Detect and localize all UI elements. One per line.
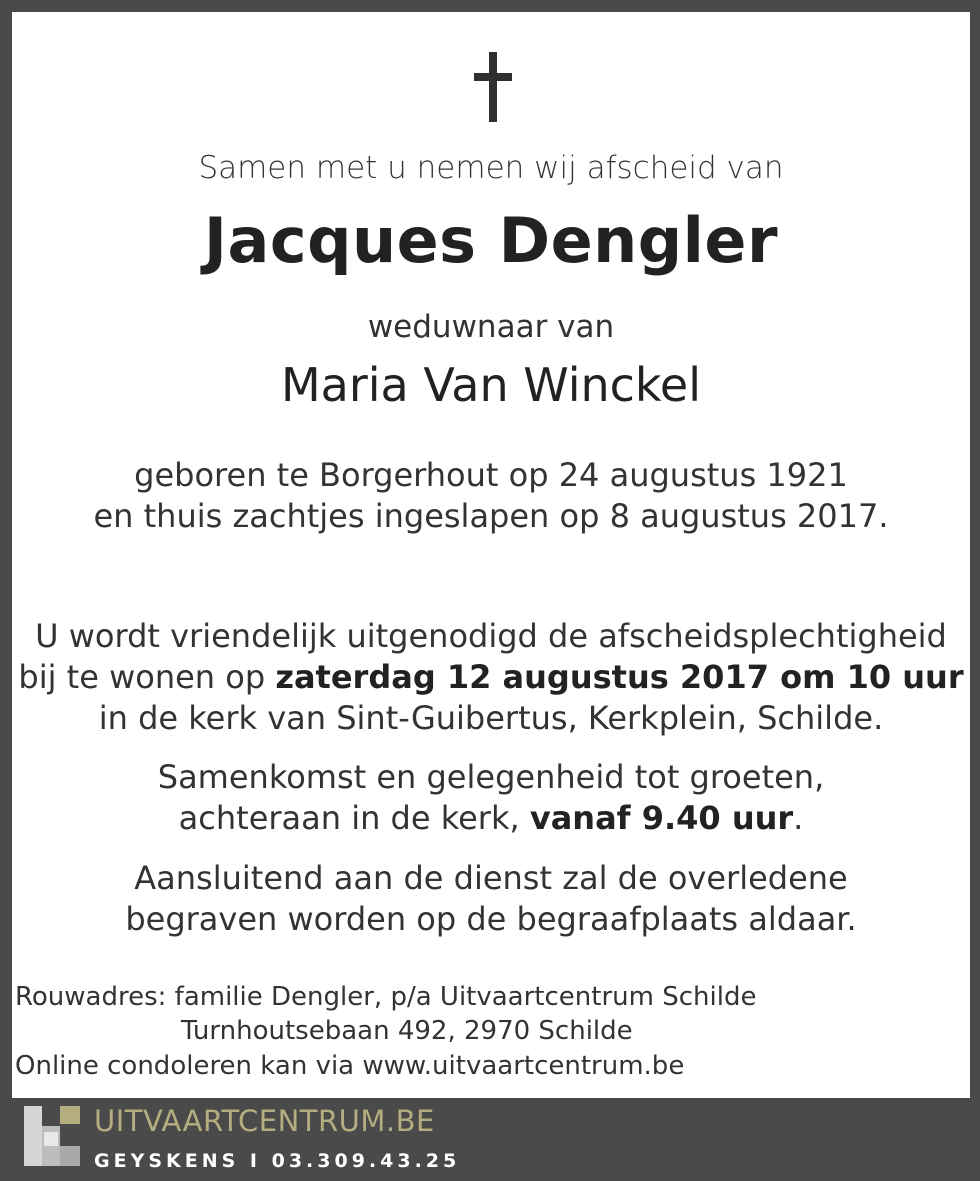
death-line: en thuis zachtjes ingeslapen op 8 augustus 2017. — [93, 497, 889, 535]
obituary-card — [12, 12, 970, 1098]
ceremony-datetime: zaterdag 12 augustus 2017 om 10 uur — [275, 658, 964, 696]
life-dates — [12, 455, 970, 537]
address-line-2: Turnhoutsebaan 492, 2970 Schilde — [181, 1016, 633, 1046]
burial-info — [12, 858, 970, 940]
contact-info: GEYSKENS I 03.309.43.25 — [94, 1150, 461, 1172]
burial-line-2: begraven worden op de begraafplaats aldaar. — [125, 900, 857, 938]
meet-line-1: Samenkomst en gelegenheid tot groeten, — [157, 758, 825, 796]
meet-line-2: achteraan in de kerk, vanaf 9.40 uur. — [178, 799, 804, 837]
burial-line-1: Aansluitend aan de dienst zal de overledene — [134, 859, 848, 897]
cross-icon — [474, 52, 512, 122]
uitvaartcentrum-logo-icon — [24, 1106, 82, 1166]
invite-line-2: bij te wonen op zaterdag 12 augustus 2017 om 10 uur — [18, 658, 964, 696]
gathering-info — [12, 757, 970, 839]
brand-name: UITVAARTCENTRUM.BE — [94, 1104, 435, 1138]
footer-bar — [0, 1100, 980, 1181]
gathering-time: vanaf 9.40 uur — [529, 799, 794, 837]
invite-line-3: in de kerk van Sint-Guibertus, Kerkplein, Schilde. — [98, 699, 884, 737]
born-line: geboren te Borgerhout op 24 augustus 1921 — [134, 456, 848, 494]
deceased-name: Jacques Dengler — [203, 204, 779, 277]
ceremony-invitation — [12, 616, 970, 739]
condolence-line: Online condoleren kan via www.uitvaartcentrum.be — [15, 1051, 685, 1081]
invite-line-1: U wordt vriendelijk uitgenodigd de afscheidsplechtigheid — [35, 617, 947, 655]
address-line-1: Rouwadres: familie Dengler, p/a Uitvaartcentrum Schilde — [15, 982, 757, 1012]
intro-text: Samen met u nemen wij afscheid van — [198, 150, 784, 186]
relation-text: weduwnaar van — [367, 309, 615, 345]
spouse-name: Maria Van Winckel — [280, 358, 702, 412]
